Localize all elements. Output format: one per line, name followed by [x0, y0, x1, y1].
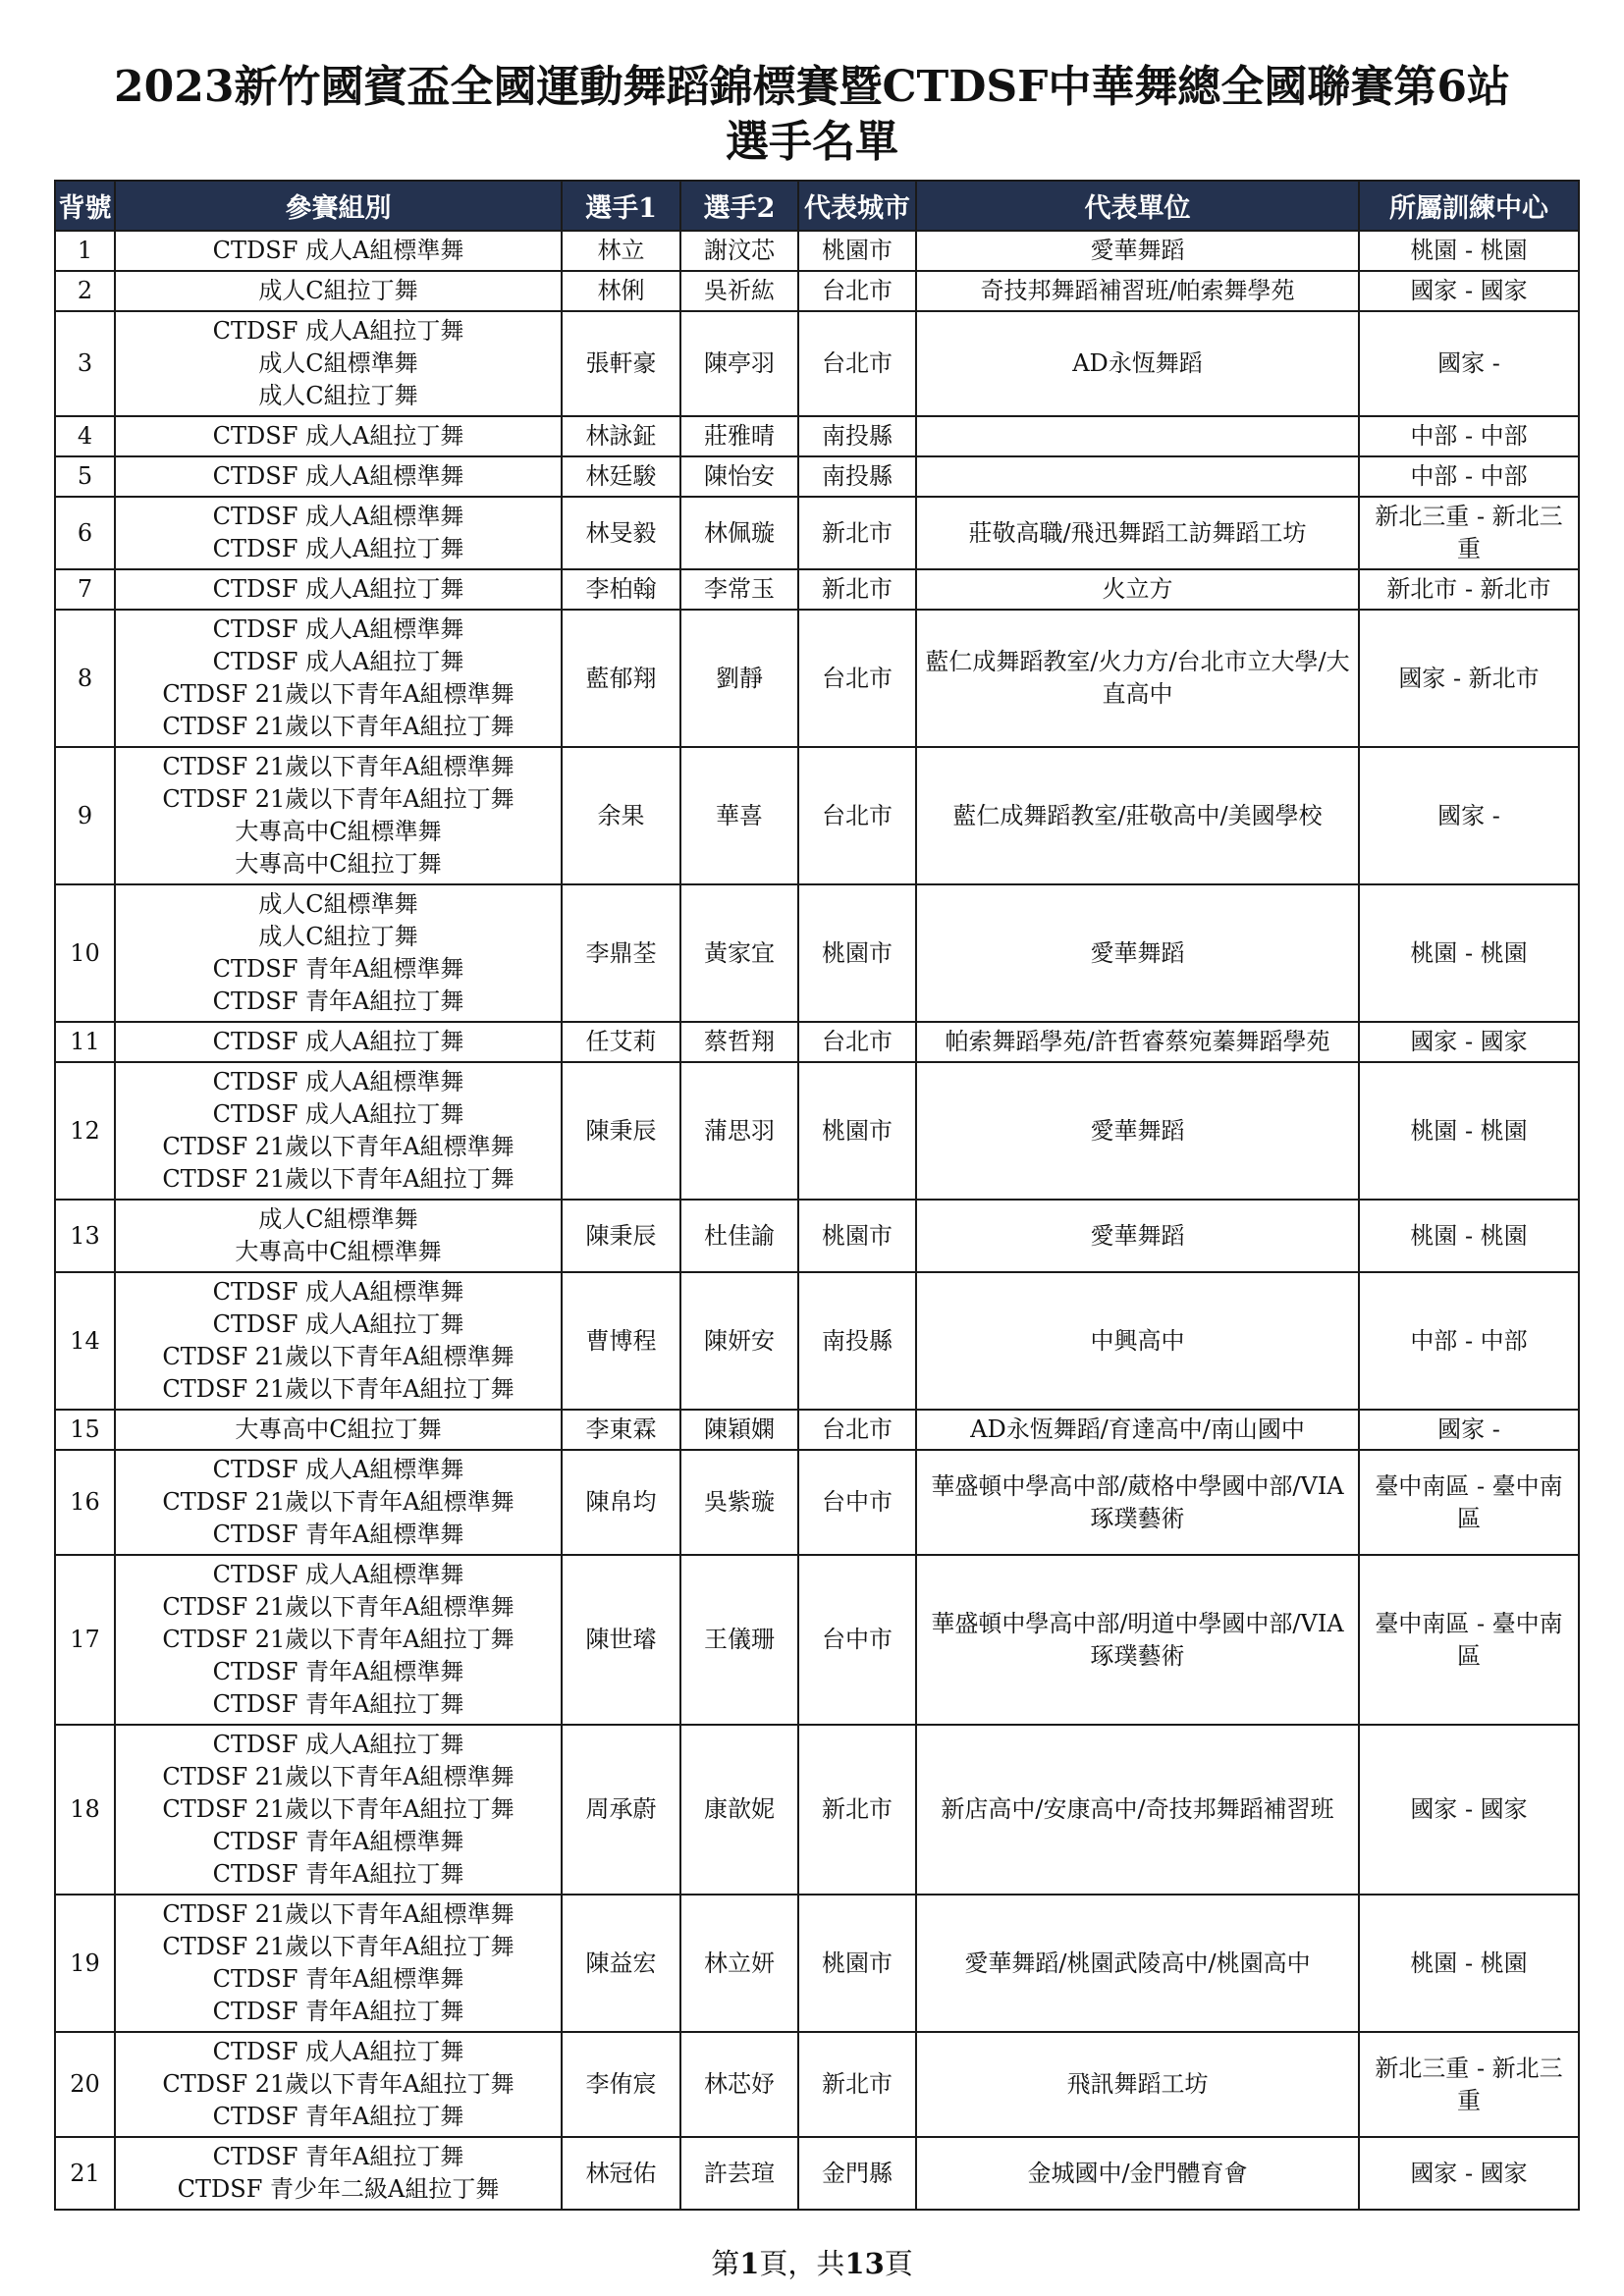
unit-name: 中興高中 — [916, 1272, 1359, 1410]
col-header-center: 所屬訓練中心 — [1359, 181, 1579, 231]
bib-number: 9 — [55, 747, 115, 884]
player1-name: 陳帛均 — [562, 1450, 680, 1555]
player2-name: 王儀珊 — [680, 1555, 798, 1725]
category-line: 大專高中C組標準舞 — [235, 818, 442, 845]
player2-name: 蒲思羽 — [680, 1062, 798, 1200]
player1-name: 任艾莉 — [562, 1022, 680, 1062]
category-line: CTDSF 21歲以下青年A組標準舞 — [162, 1488, 514, 1516]
category-line: CTDSF 成人A組拉丁舞 — [212, 535, 464, 562]
table-row — [55, 1272, 1579, 1410]
player1-name: 李柏翰 — [562, 569, 680, 610]
col-header-number: 背號 — [55, 181, 115, 231]
table-row — [55, 610, 1579, 747]
unit-name: 華盛頓中學高中部/葳格中學國中部/VIA琢璞藝術 — [916, 1450, 1359, 1555]
training-center: 臺中南區 - 臺中南區 — [1359, 1555, 1579, 1725]
city-name: 南投縣 — [798, 456, 916, 497]
player1-name: 李東霖 — [562, 1410, 680, 1450]
table-row — [55, 1022, 1579, 1062]
unit-name: 愛華舞蹈 — [916, 1200, 1359, 1272]
city-name: 桃園市 — [798, 231, 916, 271]
category-cell — [115, 610, 562, 747]
bib-number: 6 — [55, 497, 115, 569]
player1-name: 李鼎荃 — [562, 884, 680, 1022]
city-name: 新北市 — [798, 2032, 916, 2137]
table-row — [55, 1200, 1579, 1272]
city-name: 桃園市 — [798, 1200, 916, 1272]
unit-name: 奇技邦舞蹈補習班/帕索舞學苑 — [916, 271, 1359, 311]
bib-number: 7 — [55, 569, 115, 610]
category-line: CTDSF 青年A組標準舞 — [212, 1828, 464, 1855]
table-header-row — [55, 181, 1579, 231]
category-line: CTDSF 21歲以下青年A組標準舞 — [162, 753, 514, 780]
unit-name — [916, 416, 1359, 456]
category-line: CTDSF 成人A組拉丁舞 — [212, 575, 464, 603]
player1-name: 林冠佑 — [562, 2137, 680, 2210]
category-line: CTDSF 成人A組標準舞 — [212, 237, 464, 264]
training-center: 臺中南區 - 臺中南區 — [1359, 1450, 1579, 1555]
player1-name: 陳世璿 — [562, 1555, 680, 1725]
player2-name: 林立妍 — [680, 1895, 798, 2032]
page-footer — [0, 2242, 1624, 2282]
unit-name — [916, 456, 1359, 497]
category-line: CTDSF 21歲以下青年A組拉丁舞 — [162, 1933, 514, 1960]
roster-table — [54, 180, 1580, 2211]
unit-name: AD永恆舞蹈/育達高中/南山國中 — [916, 1410, 1359, 1450]
player1-name: 周承蔚 — [562, 1725, 680, 1895]
city-name: 台北市 — [798, 610, 916, 747]
col-header-city: 代表城市 — [798, 181, 916, 231]
bib-number: 11 — [55, 1022, 115, 1062]
bib-number: 20 — [55, 2032, 115, 2137]
city-name: 台北市 — [798, 1410, 916, 1450]
bib-number: 10 — [55, 884, 115, 1022]
category-line: CTDSF 21歲以下青年A組拉丁舞 — [162, 1375, 514, 1403]
table-row — [55, 416, 1579, 456]
player1-name: 李侑宸 — [562, 2032, 680, 2137]
category-cell — [115, 1725, 562, 1895]
player2-name: 吳祈紘 — [680, 271, 798, 311]
category-cell — [115, 1410, 562, 1450]
training-center: 國家 - 國家 — [1359, 1022, 1579, 1062]
city-name: 新北市 — [798, 497, 916, 569]
player2-name: 李常玉 — [680, 569, 798, 610]
table-row — [55, 569, 1579, 610]
table-row — [55, 1410, 1579, 1450]
player1-name: 張軒豪 — [562, 311, 680, 416]
category-line: CTDSF 青年A組拉丁舞 — [212, 2103, 464, 2130]
category-line: CTDSF 青年A組標準舞 — [212, 1658, 464, 1685]
training-center: 國家 - 新北市 — [1359, 610, 1579, 747]
player2-name: 許芸瑄 — [680, 2137, 798, 2210]
training-center: 新北三重 - 新北三重 — [1359, 497, 1579, 569]
category-line: CTDSF 成人A組拉丁舞 — [212, 1731, 464, 1758]
category-line: CTDSF 成人A組標準舞 — [212, 1561, 464, 1588]
training-center: 桃園 - 桃園 — [1359, 1062, 1579, 1200]
table-body — [55, 231, 1579, 2210]
bib-number: 15 — [55, 1410, 115, 1450]
table-row — [55, 311, 1579, 416]
category-line: CTDSF 21歲以下青年A組拉丁舞 — [162, 713, 514, 740]
table-row — [55, 1062, 1579, 1200]
bib-number: 17 — [55, 1555, 115, 1725]
city-name: 新北市 — [798, 1725, 916, 1895]
training-center: 桃園 - 桃園 — [1359, 1895, 1579, 2032]
category-cell — [115, 569, 562, 610]
category-cell — [115, 2137, 562, 2210]
category-line: 成人C組拉丁舞 — [258, 923, 418, 950]
player1-name: 陳益宏 — [562, 1895, 680, 2032]
footer-suffix: 頁 — [884, 2247, 913, 2280]
category-line: CTDSF 青年A組標準舞 — [212, 1521, 464, 1548]
player2-name: 劉靜 — [680, 610, 798, 747]
city-name: 新北市 — [798, 569, 916, 610]
category-cell — [115, 884, 562, 1022]
table-row — [55, 747, 1579, 884]
player2-name: 黃家宜 — [680, 884, 798, 1022]
bib-number: 18 — [55, 1725, 115, 1895]
category-line: CTDSF 青年A組拉丁舞 — [212, 988, 464, 1015]
unit-name: 愛華舞蹈 — [916, 884, 1359, 1022]
col-header-unit: 代表單位 — [916, 181, 1359, 231]
unit-name: 愛華舞蹈 — [916, 1062, 1359, 1200]
category-line: CTDSF 青年A組標準舞 — [212, 1965, 464, 1993]
city-name: 台北市 — [798, 747, 916, 884]
category-line: CTDSF 21歲以下青年A組標準舞 — [162, 680, 514, 708]
category-line: CTDSF 成人A組拉丁舞 — [212, 2038, 464, 2065]
category-line: CTDSF 成人A組標準舞 — [212, 1456, 464, 1483]
player1-name: 曹博程 — [562, 1272, 680, 1410]
training-center: 桃園 - 桃園 — [1359, 1200, 1579, 1272]
player2-name: 陳怡安 — [680, 456, 798, 497]
page-subtitle: 選手名單 — [726, 117, 898, 167]
table-row — [55, 1450, 1579, 1555]
player1-name: 陳秉辰 — [562, 1200, 680, 1272]
col-header-category: 參賽組別 — [115, 181, 562, 231]
category-line: CTDSF 21歲以下青年A組標準舞 — [162, 1593, 514, 1621]
training-center: 國家 - — [1359, 747, 1579, 884]
category-line: CTDSF 成人A組拉丁舞 — [212, 648, 464, 675]
table-row — [55, 231, 1579, 271]
col-header-player1: 選手1 — [562, 181, 680, 231]
table-row — [55, 884, 1579, 1022]
bib-number: 13 — [55, 1200, 115, 1272]
category-line: CTDSF 成人A組拉丁舞 — [212, 1028, 464, 1055]
category-line: CTDSF 21歲以下青年A組標準舞 — [162, 1133, 514, 1160]
category-cell — [115, 1895, 562, 2032]
unit-name: 帕索舞蹈學苑/許哲睿蔡宛蓁舞蹈學苑 — [916, 1022, 1359, 1062]
player1-name: 藍郁翔 — [562, 610, 680, 747]
category-line: CTDSF 成人A組拉丁舞 — [212, 317, 464, 345]
unit-name: AD永恆舞蹈 — [916, 311, 1359, 416]
player2-name: 華喜 — [680, 747, 798, 884]
category-line: 成人C組標準舞 — [258, 1205, 418, 1233]
city-name: 南投縣 — [798, 416, 916, 456]
category-line: CTDSF 21歲以下青年A組拉丁舞 — [162, 1626, 514, 1653]
city-name: 台北市 — [798, 271, 916, 311]
player1-name: 余果 — [562, 747, 680, 884]
player1-name: 林詠鉦 — [562, 416, 680, 456]
player2-name: 陳亭羽 — [680, 311, 798, 416]
player2-name: 蔡哲翔 — [680, 1022, 798, 1062]
city-name: 桃園市 — [798, 1062, 916, 1200]
player1-name: 林旻毅 — [562, 497, 680, 569]
training-center: 新北市 - 新北市 — [1359, 569, 1579, 610]
unit-name: 火立方 — [916, 569, 1359, 610]
player2-name: 陳穎嫻 — [680, 1410, 798, 1450]
category-line: CTDSF 成人A組標準舞 — [212, 1278, 464, 1306]
category-line: CTDSF 21歲以下青年A組拉丁舞 — [162, 2070, 514, 2098]
page-title: 2023新竹國賓盃全國運動舞蹈錦標賽暨CTDSF中華舞總全國聯賽第6站 — [113, 62, 1510, 112]
category-line: 成人C組標準舞 — [258, 349, 418, 377]
category-line: CTDSF 青年A組拉丁舞 — [212, 1860, 464, 1888]
category-cell — [115, 456, 562, 497]
category-cell — [115, 1200, 562, 1272]
table-row — [55, 2137, 1579, 2210]
category-line: CTDSF 成人A組拉丁舞 — [212, 1310, 464, 1338]
unit-name: 華盛頓中學高中部/明道中學國中部/VIA琢璞藝術 — [916, 1555, 1359, 1725]
city-name: 金門縣 — [798, 2137, 916, 2210]
player1-name: 林廷駿 — [562, 456, 680, 497]
category-line: CTDSF 21歲以下青年A組標準舞 — [162, 1900, 514, 1928]
category-line: CTDSF 21歲以下青年A組標準舞 — [162, 1343, 514, 1370]
category-cell — [115, 231, 562, 271]
training-center: 新北三重 - 新北三重 — [1359, 2032, 1579, 2137]
category-line: 大專高中C組拉丁舞 — [235, 1415, 442, 1443]
category-line: CTDSF 21歲以下青年A組拉丁舞 — [162, 785, 514, 813]
category-cell — [115, 1450, 562, 1555]
training-center: 中部 - 中部 — [1359, 416, 1579, 456]
footer-total-pages: 13 — [844, 2247, 885, 2280]
category-cell — [115, 1022, 562, 1062]
city-name: 台中市 — [798, 1450, 916, 1555]
footer-middle: 頁，共 — [759, 2247, 845, 2280]
col-header-player2: 選手2 — [680, 181, 798, 231]
category-line: CTDSF 成人A組拉丁舞 — [212, 1100, 464, 1128]
player2-name: 謝汶芯 — [680, 231, 798, 271]
player2-name: 林芯妤 — [680, 2032, 798, 2137]
table-row — [55, 1555, 1579, 1725]
category-line: CTDSF 青年A組拉丁舞 — [212, 2143, 464, 2170]
category-line: 成人C組拉丁舞 — [258, 277, 418, 304]
training-center: 國家 - — [1359, 311, 1579, 416]
training-center: 國家 - — [1359, 1410, 1579, 1450]
category-line: CTDSF 青少年二級A組拉丁舞 — [177, 2175, 500, 2203]
player1-name: 陳秉辰 — [562, 1062, 680, 1200]
city-name: 台中市 — [798, 1555, 916, 1725]
footer-prefix: 第 — [711, 2247, 740, 2280]
unit-name: 藍仁成舞蹈教室/莊敬高中/美國學校 — [916, 747, 1359, 884]
training-center: 桃園 - 桃園 — [1359, 884, 1579, 1022]
unit-name: 新店高中/安康高中/奇技邦舞蹈補習班 — [916, 1725, 1359, 1895]
player2-name: 杜佳諭 — [680, 1200, 798, 1272]
bib-number: 4 — [55, 416, 115, 456]
city-name: 台北市 — [798, 1022, 916, 1062]
table-row — [55, 2032, 1579, 2137]
bib-number: 12 — [55, 1062, 115, 1200]
category-cell — [115, 2032, 562, 2137]
category-cell — [115, 497, 562, 569]
training-center: 國家 - 國家 — [1359, 271, 1579, 311]
training-center: 國家 - 國家 — [1359, 1725, 1579, 1895]
category-line: CTDSF 成人A組標準舞 — [212, 1068, 464, 1095]
bib-number: 3 — [55, 311, 115, 416]
city-name: 桃園市 — [798, 884, 916, 1022]
bib-number: 16 — [55, 1450, 115, 1555]
bib-number: 2 — [55, 271, 115, 311]
training-center: 國家 - 國家 — [1359, 2137, 1579, 2210]
category-line: CTDSF 成人A組拉丁舞 — [212, 422, 464, 450]
category-line: CTDSF 21歲以下青年A組拉丁舞 — [162, 1165, 514, 1193]
category-cell — [115, 416, 562, 456]
category-line: CTDSF 青年A組拉丁舞 — [212, 1690, 464, 1718]
training-center: 桃園 - 桃園 — [1359, 231, 1579, 271]
city-name: 南投縣 — [798, 1272, 916, 1410]
category-line: CTDSF 成人A組標準舞 — [212, 615, 464, 643]
unit-name: 藍仁成舞蹈教室/火力方/台北市立大學/大直高中 — [916, 610, 1359, 747]
category-line: CTDSF 成人A組標準舞 — [212, 462, 464, 490]
player1-name: 林俐 — [562, 271, 680, 311]
player2-name: 陳妍安 — [680, 1272, 798, 1410]
category-cell — [115, 1555, 562, 1725]
player2-name: 吳紫璇 — [680, 1450, 798, 1555]
footer-page-number: 1 — [739, 2247, 760, 2280]
player2-name: 林佩璇 — [680, 497, 798, 569]
category-line: CTDSF 21歲以下青年A組標準舞 — [162, 1763, 514, 1790]
training-center: 中部 - 中部 — [1359, 1272, 1579, 1410]
category-cell — [115, 271, 562, 311]
unit-name: 金城國中/金門體育會 — [916, 2137, 1359, 2210]
bib-number: 1 — [55, 231, 115, 271]
bib-number: 19 — [55, 1895, 115, 2032]
table-row — [55, 271, 1579, 311]
unit-name: 愛華舞蹈 — [916, 231, 1359, 271]
bib-number: 21 — [55, 2137, 115, 2210]
category-cell — [115, 747, 562, 884]
category-line: CTDSF 成人A組標準舞 — [212, 503, 464, 530]
category-line: 成人C組拉丁舞 — [258, 382, 418, 409]
bib-number: 8 — [55, 610, 115, 747]
category-line: CTDSF 青年A組拉丁舞 — [212, 1998, 464, 2025]
city-name: 桃園市 — [798, 1895, 916, 2032]
category-line: 成人C組標準舞 — [258, 890, 418, 918]
category-cell — [115, 311, 562, 416]
table-row — [55, 1895, 1579, 2032]
unit-name: 飛訊舞蹈工坊 — [916, 2032, 1359, 2137]
training-center: 中部 - 中部 — [1359, 456, 1579, 497]
category-line: CTDSF 21歲以下青年A組拉丁舞 — [162, 1795, 514, 1823]
category-cell — [115, 1062, 562, 1200]
category-cell — [115, 1272, 562, 1410]
category-line: 大專高中C組標準舞 — [235, 1238, 442, 1265]
bib-number: 5 — [55, 456, 115, 497]
player2-name: 莊雅晴 — [680, 416, 798, 456]
category-line: CTDSF 青年A組標準舞 — [212, 955, 464, 983]
player1-name: 林立 — [562, 231, 680, 271]
bib-number: 14 — [55, 1272, 115, 1410]
unit-name: 莊敬高職/飛迅舞蹈工訪舞蹈工坊 — [916, 497, 1359, 569]
player2-name: 康歆妮 — [680, 1725, 798, 1895]
city-name: 台北市 — [798, 311, 916, 416]
table-row — [55, 456, 1579, 497]
table-row — [55, 497, 1579, 569]
category-line: 大專高中C組拉丁舞 — [235, 850, 442, 878]
unit-name: 愛華舞蹈/桃園武陵高中/桃園高中 — [916, 1895, 1359, 2032]
table-row — [55, 1725, 1579, 1895]
